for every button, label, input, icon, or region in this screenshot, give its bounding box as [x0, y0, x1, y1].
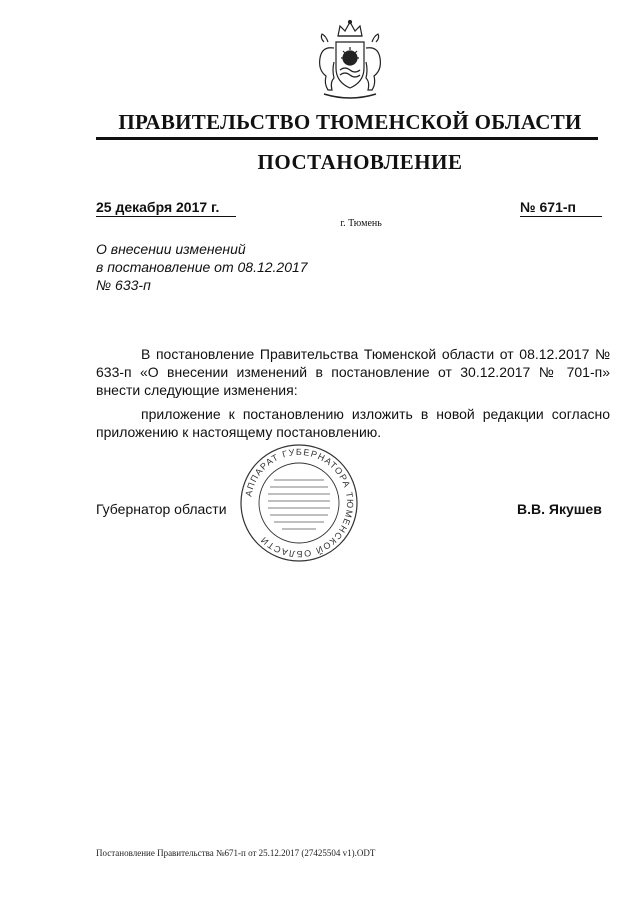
subject-line: № 633-п — [96, 277, 151, 293]
signatory-title: Губернатор области — [96, 501, 227, 517]
stamp-ring-text: АППАРАТ ГУБЕРНАТОРА ТЮМЕНСКОЙ ОБЛАСТИ — [243, 446, 356, 560]
body-paragraph: приложение к постановлению изложить в новой редакции согласно приложению к настоящему постановлению. — [96, 406, 610, 440]
subject-line: О внесении изменений — [96, 241, 246, 257]
svg-text:АППАРАТ ГУБЕРНАТОРА ТЮМЕНСКОЙ — [243, 447, 355, 559]
document-city: г. Тюмень — [340, 218, 382, 229]
organization-title: ПРАВИТЕЛЬСТВО ТЮМЕНСКОЙ ОБЛАСТИ — [118, 110, 582, 134]
document-subject — [96, 240, 356, 294]
document-type-title: ПОСТАНОВЛЕНИЕ — [257, 150, 463, 174]
document-number: № 671-п — [520, 199, 602, 217]
header-rule — [96, 137, 598, 140]
footer-note: Постановление Правительства №671-п от 25.12.2017 (27425504 v1).ODT — [96, 848, 376, 858]
signatory-name: В.В. Якушев — [517, 501, 602, 517]
document-date: 25 декабря 2017 г. — [96, 199, 236, 217]
official-stamp-icon — [238, 442, 360, 564]
coat-of-arms-icon — [310, 18, 390, 104]
document-body — [96, 345, 610, 441]
body-paragraph: В постановление Правительства Тюменской области от 08.12.2017 № 633-п «О внесении изменений в постановление от 30.12.2017 № 701-п» внести следующие изменения: — [96, 346, 610, 398]
subject-line: в постановление от 08.12.2017 — [96, 259, 308, 275]
